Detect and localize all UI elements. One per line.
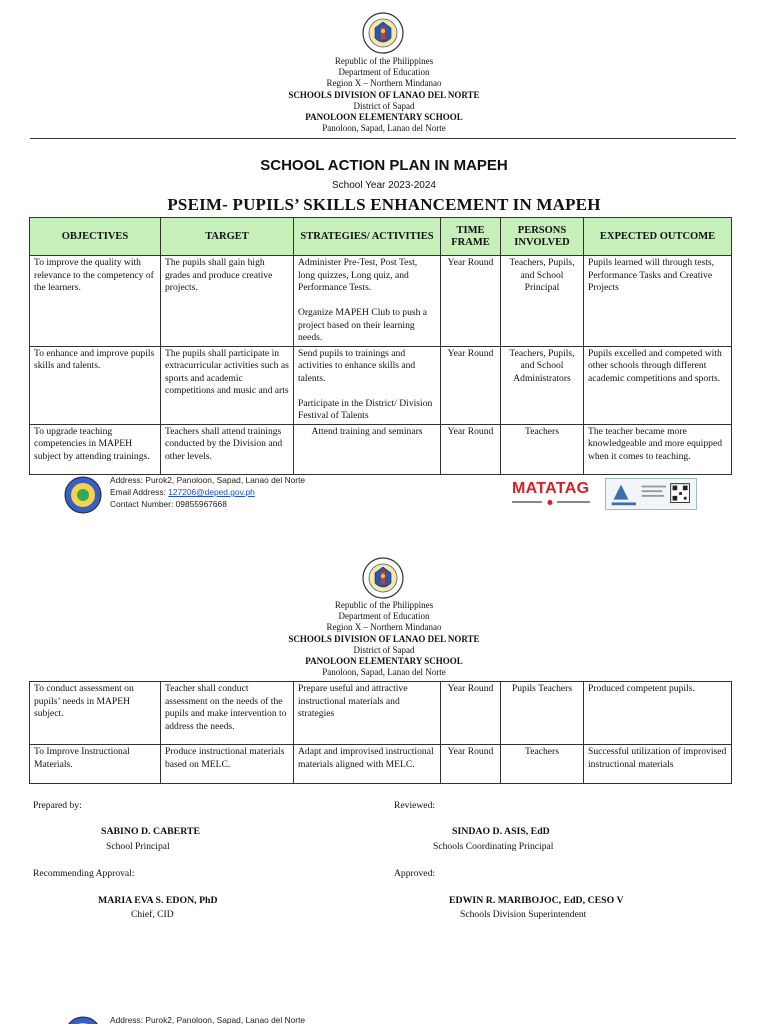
action-plan-table (29, 217, 732, 475)
division-name: SCHOOLS DIVISION OF LANAO DEL NORTE (288, 89, 480, 100)
school-name: PANOLOON ELEMENTARY SCHOOL (305, 656, 463, 667)
letterhead-line: Region X – Northern Mindanao (326, 78, 442, 89)
time-frame-cell: Year Round (441, 424, 501, 474)
objective-cell: To conduct assessment on pupils’ needs in MAPEH subject. (30, 682, 161, 745)
column-header: TIME FRAME (441, 218, 501, 256)
letterhead-line: Department of Education (338, 67, 430, 78)
approved-name: EDWIN R. MARIBOJOC, EdD, CESO V (449, 895, 624, 906)
table-row (30, 424, 732, 474)
letterhead-line: Region X – Northern Mindanao (326, 622, 442, 633)
target-cell: The pupils shall participate in extracurricular activities such as sports and academic competitions and music and arts (161, 346, 294, 424)
time-frame-cell: Year Round (441, 745, 501, 784)
target-cell: The pupils shall gain high grades and produce creative projects. (161, 256, 294, 347)
strategy-cell: Prepare useful and attractive instructional materials and strategies (294, 682, 441, 745)
letterhead-line: Department of Education (338, 611, 430, 622)
letterhead-line: Republic of the Philippines (334, 600, 434, 610)
district-name: District of Sapad (353, 100, 415, 111)
email-label: Email Address: (110, 487, 169, 497)
column-header: STRATEGIES/ ACTIVITIES (294, 218, 441, 256)
target-cell: Produce instructional materials based on MELC. (161, 745, 294, 784)
school-logo-icon (64, 476, 102, 514)
iso-certification-icon (605, 478, 697, 510)
strategy-cell: Send pupils to trainings and activities to enhance skills and talents. Participate in the District/ Division Festival of Talents (294, 346, 441, 424)
outcome-cell: Pupils learned will through tests, Performance Tasks and Creative Projects (584, 256, 732, 347)
address-text: Address: Purok2, Panoloon, Sapad, Lanao del Norte (110, 1015, 306, 1024)
plan-subtitle: PSEIM- PUPILS’ SKILLS ENHANCEMENT IN MAPEH (167, 195, 601, 214)
strategy-cell: Administer Pre-Test, Post Test, long quizzes, Long quiz, and Performance Tests. Organize MAPEH Club to push a project based on their learning needs. (294, 256, 441, 347)
deped-seal-icon (362, 12, 404, 54)
prepared-by-label: Prepared by: (33, 800, 82, 811)
time-frame-cell: Year Round (441, 256, 501, 347)
strategy-cell: Attend training and seminars (294, 424, 441, 474)
time-frame-cell: Year Round (441, 346, 501, 424)
reviewed-role: Schools Coordinating Principal (433, 841, 554, 852)
approved-role: Schools Division Superintendent (460, 909, 587, 920)
table-row (30, 745, 732, 784)
persons-cell: Pupils Teachers (501, 682, 584, 745)
reviewed-label: Reviewed: (394, 800, 436, 811)
action-plan-table-continued (29, 681, 732, 784)
school-logo-icon (64, 1016, 102, 1024)
address-text: Address: Purok2, Panoloon, Sapad, Lanao del Norte (110, 475, 306, 485)
prepared-by-name: SABINO D. CABERTE (101, 826, 201, 837)
persons-cell: Teachers (501, 424, 584, 474)
time-frame-cell: Year Round (441, 682, 501, 745)
header-divider (30, 138, 736, 139)
recommending-role: Chief, CID (131, 909, 174, 920)
email-line (110, 486, 305, 498)
page-title: SCHOOL ACTION PLAN IN MAPEH (260, 157, 508, 174)
objective-cell: To upgrade teaching competencies in MAPEH subject by attending trainings. (30, 424, 161, 474)
target-cell: Teacher shall conduct assessment on the needs of the pupils and make intervention to address the needs. (161, 682, 294, 745)
contact-block (110, 474, 305, 510)
table-row (30, 682, 732, 745)
deped-seal-icon (362, 557, 404, 599)
column-header: OBJECTIVES (30, 218, 161, 256)
recommending-approval-label: Recommending Approval: (33, 868, 135, 879)
matatag-tagline-icon (512, 500, 592, 505)
school-year: School Year 2023-2024 (332, 180, 436, 191)
prepared-by-role: School Principal (106, 841, 170, 852)
target-cell: Teachers shall attend trainings conducted by the Division and other levels. (161, 424, 294, 474)
school-name: PANOLOON ELEMENTARY SCHOOL (305, 112, 463, 123)
outcome-cell: Pupils excelled and competed with other schools through different academic competitions and sports. (584, 346, 732, 424)
reviewed-name: SINDAO D. ASIS, EdD (452, 826, 550, 837)
contact-number: Contact Number: 09855967668 (110, 499, 227, 509)
outcome-cell: Produced competent pupils. (584, 682, 732, 745)
approved-label: Approved: (394, 868, 436, 879)
column-header: TARGET (161, 218, 294, 256)
contact-block (110, 1014, 305, 1024)
page-footer (0, 476, 768, 518)
school-location: Panoloon, Sapad, Lanao del Norte (322, 123, 446, 134)
column-header: PERSONS INVOLVED (501, 218, 584, 256)
school-location: Panoloon, Sapad, Lanao del Norte (322, 667, 446, 678)
table-row (30, 256, 732, 347)
persons-cell: Teachers, Pupils, and School Administrators (501, 346, 584, 424)
email-link[interactable]: 127206@deped.gov.ph (168, 487, 255, 497)
objective-cell: To improve the quality with relevance to the competency of the learners. (30, 256, 161, 347)
division-name: SCHOOLS DIVISION OF LANAO DEL NORTE (288, 633, 480, 644)
matatag-logo: MATATAG (512, 480, 590, 497)
outcome-cell: Successful utilization of improvised instructional materials (584, 745, 732, 784)
district-name: District of Sapad (353, 644, 415, 655)
column-header: EXPECTED OUTCOME (584, 218, 732, 256)
persons-cell: Teachers, Pupils, and School Principal (501, 256, 584, 347)
outcome-cell: The teacher became more knowledgeable and more equipped when it comes to teaching. (584, 424, 732, 474)
objective-cell: To enhance and improve pupils skills and talents. (30, 346, 161, 424)
objective-cell: To Improve Instructional Materials. (30, 745, 161, 784)
letterhead (0, 56, 768, 134)
recommending-name: MARIA EVA S. EDON, PhD (98, 895, 218, 906)
persons-cell: Teachers (501, 745, 584, 784)
page-footer (0, 1016, 768, 1024)
letterhead-line: Republic of the Philippines (334, 56, 434, 66)
table-row (30, 346, 732, 424)
strategy-cell: Adapt and improvised instructional materials aligned with MELC. (294, 745, 441, 784)
letterhead (0, 600, 768, 678)
